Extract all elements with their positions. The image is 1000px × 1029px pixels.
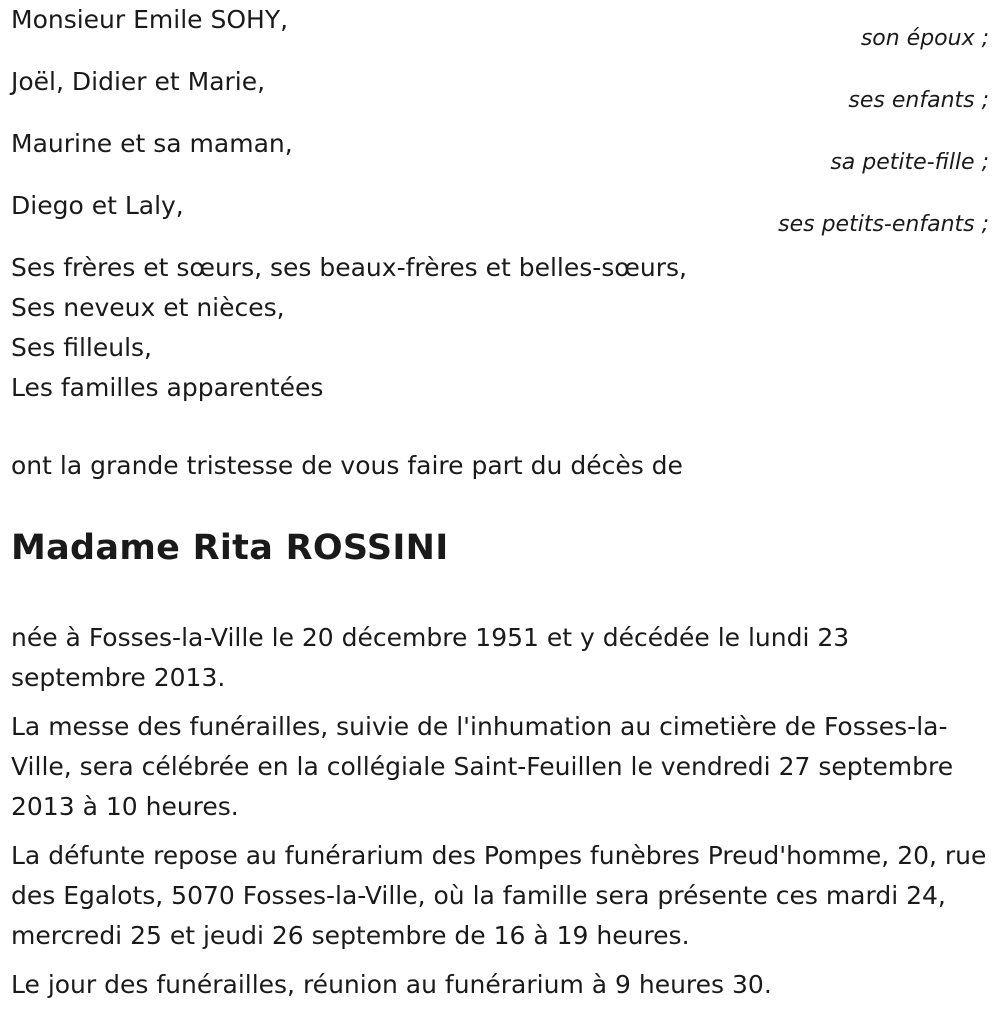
meeting-paragraph: Le jour des funérailles, réunion au funérarium à 9 heures 30. xyxy=(11,970,772,999)
family-entry-grandchildren xyxy=(11,186,991,238)
relatives-line: Ses filleuls, xyxy=(11,333,153,362)
family-member-name: Diego et Laly, xyxy=(11,191,184,220)
obituary-notice xyxy=(11,0,991,1005)
family-list xyxy=(11,0,991,238)
relatives-line: Les familles apparentées xyxy=(11,373,324,402)
relatives-list xyxy=(11,248,991,408)
relatives-line: Ses frères et sœurs, ses beaux-frères et belles-sœurs, xyxy=(11,253,687,282)
family-entry-spouse xyxy=(11,0,991,52)
family-entry-granddaughter xyxy=(11,124,991,176)
funeral-home-paragraph: La défunte repose au funérarium des Pompes funèbres Preud'homme, 20, rue des Egalots, 5070 Fosses-la-Ville, où la famille sera présente ces mardi 24, mercredi 25 et jeudi 26 septembre de 16 à 19 heures. xyxy=(11,841,987,950)
deceased-name: Madame Rita ROSSINI xyxy=(11,528,449,568)
family-member-role: sa petite-fille ; xyxy=(830,150,989,175)
birth-death-paragraph: née à Fosses-la-Ville le 20 décembre 1951 et y décédée le lundi 23 septembre 2013. xyxy=(11,623,850,692)
family-member-name: Maurine et sa maman, xyxy=(11,129,293,158)
funeral-mass-paragraph: La messe des funérailles, suivie de l'inhumation au cimetière de Fosses-la-Ville, sera célébrée en la collégiale Saint-Feuillen le vendredi 27 septembre 2013 à 10 heures. xyxy=(11,712,954,821)
announcement-intro: ont la grande tristesse de vous faire part du décès de xyxy=(11,451,683,480)
relatives-line: Ses neveux et nièces, xyxy=(11,293,285,322)
family-member-role: ses petits-enfants ; xyxy=(778,212,989,237)
family-member-role: son époux ; xyxy=(860,26,989,51)
family-member-role: ses enfants ; xyxy=(848,88,989,113)
family-member-name: Joël, Didier et Marie, xyxy=(11,67,266,96)
family-entry-children xyxy=(11,62,991,114)
family-member-name: Monsieur Emile SOHY, xyxy=(11,5,289,34)
